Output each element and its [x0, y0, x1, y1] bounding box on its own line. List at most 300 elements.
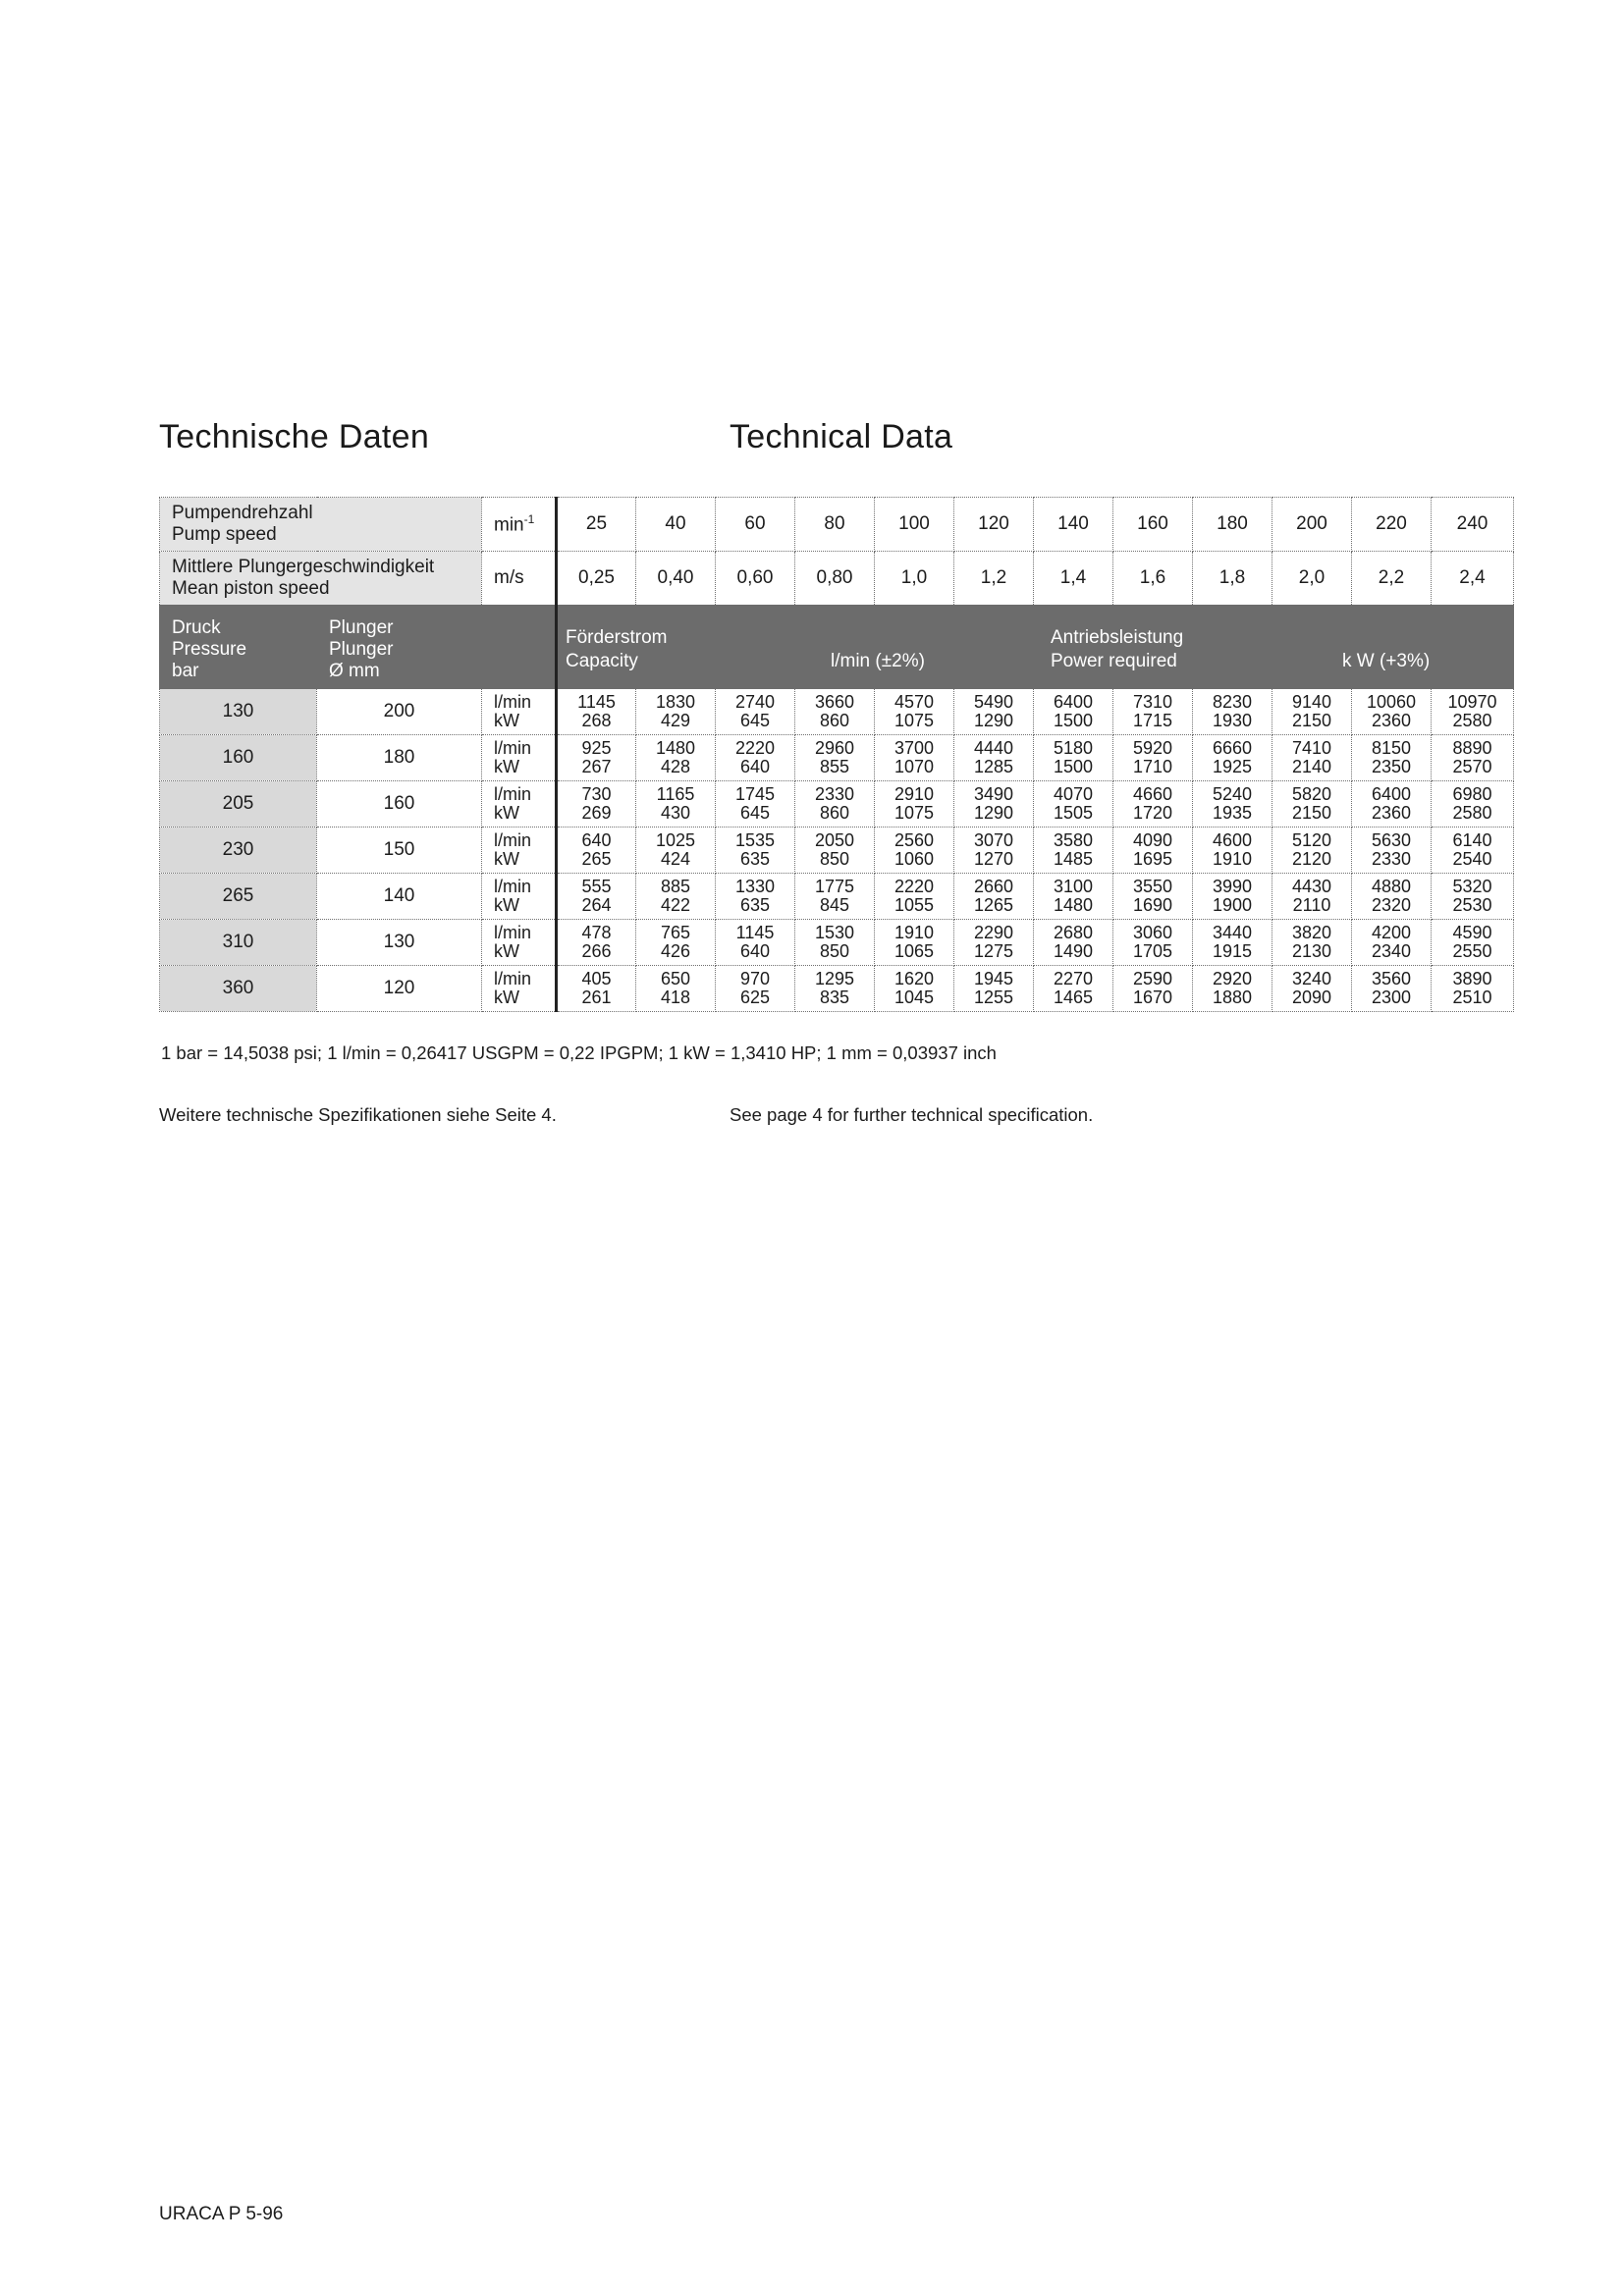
value-cell [1272, 735, 1352, 781]
value-cell [1113, 828, 1193, 874]
flow-value: 2330 [814, 784, 855, 805]
power-value: 2360 [1371, 803, 1412, 823]
value-cell [557, 966, 636, 1012]
power-value: 1690 [1132, 895, 1173, 915]
power-value: 645 [739, 711, 771, 730]
speed-value: 140 [1034, 498, 1113, 552]
flow-value: 3560 [1371, 969, 1412, 989]
flow-value: 1165 [656, 784, 695, 805]
flow-value: 1830 [655, 692, 696, 713]
flow-value: 6140 [1452, 830, 1492, 851]
power-value: 430 [660, 803, 691, 823]
power-value: 635 [739, 849, 771, 869]
flow-value: 2050 [814, 830, 855, 851]
flow-value: 3070 [973, 830, 1014, 851]
flow-value: 2590 [1132, 969, 1173, 989]
flow-value: 6660 [1212, 738, 1253, 759]
value-cell [1272, 874, 1352, 920]
piston-value: 0,40 [636, 552, 716, 606]
value-cell [1272, 781, 1352, 828]
power-value: 2300 [1371, 988, 1412, 1007]
flow-value: 970 [739, 969, 771, 989]
value-cell [716, 828, 795, 874]
power-value: 1270 [973, 849, 1014, 869]
flow-value: 3550 [1132, 877, 1173, 897]
flow-value: 5820 [1291, 784, 1332, 805]
unit-cell: l/min kW [482, 966, 557, 1012]
value-cell [1352, 781, 1432, 828]
unit-cell: l/min kW [482, 689, 557, 735]
plunger-cell: 160 [317, 781, 482, 828]
power-value: 1070 [893, 757, 935, 776]
flow-value: 1145 [735, 923, 775, 943]
value-cell [1034, 828, 1113, 874]
value-cell [1193, 689, 1272, 735]
power-value: 1935 [1212, 803, 1253, 823]
power-value: 1060 [893, 849, 935, 869]
power-value: 1710 [1132, 757, 1173, 776]
pump-speed-row [160, 498, 1514, 552]
power-value: 1485 [1053, 849, 1094, 869]
power-value: 1930 [1212, 711, 1253, 730]
power-value: 418 [660, 988, 691, 1007]
value-cell [1272, 920, 1352, 966]
flow-value: 925 [581, 738, 612, 759]
power-value: 2110 [1292, 895, 1331, 915]
flow-value: 5920 [1132, 738, 1173, 759]
flow-value: 4430 [1291, 877, 1332, 897]
value-cell [1113, 966, 1193, 1012]
value-cell [1193, 781, 1272, 828]
flow-value: 4090 [1132, 830, 1173, 851]
power-value: 269 [581, 803, 612, 823]
power-value: 640 [739, 757, 771, 776]
speed-value: 25 [557, 498, 636, 552]
power-value: 2330 [1371, 849, 1412, 869]
power-value: 422 [660, 895, 691, 915]
flow-value: 1145 [577, 692, 616, 713]
piston-value: 2,4 [1432, 552, 1514, 606]
plunger-cell: 150 [317, 828, 482, 874]
flow-value: 8890 [1452, 738, 1492, 759]
flow-value: 1295 [814, 969, 855, 989]
value-cell [716, 735, 795, 781]
power-value: 2140 [1291, 757, 1332, 776]
speed-value: 160 [1113, 498, 1193, 552]
power-value: 850 [819, 941, 850, 961]
power-value: 1480 [1053, 895, 1094, 915]
piston-speed-unit: m/s [482, 552, 557, 606]
flow-value: 765 [660, 923, 691, 943]
flow-value: 2220 [734, 738, 776, 759]
flow-value: 8230 [1212, 692, 1253, 713]
flow-value: 478 [581, 923, 612, 943]
power-value: 1275 [973, 941, 1014, 961]
value-cell [1352, 735, 1432, 781]
power-value: 845 [819, 895, 850, 915]
value-cell [636, 689, 716, 735]
pump-speed-label: Pumpendrehzahl Pump speed [160, 498, 482, 552]
value-cell [875, 689, 954, 735]
value-cell [1432, 874, 1514, 920]
power-value: 2120 [1291, 849, 1332, 869]
flow-value: 730 [581, 784, 612, 805]
piston-value: 1,2 [954, 552, 1034, 606]
value-cell [954, 920, 1034, 966]
value-cell [954, 689, 1034, 735]
power-value: 1500 [1053, 757, 1094, 776]
value-cell [875, 874, 954, 920]
value-cell [1432, 920, 1514, 966]
table-row [160, 781, 1514, 828]
flow-value: 4070 [1053, 784, 1094, 805]
power-value: 1925 [1212, 757, 1253, 776]
value-cell [636, 920, 716, 966]
value-cell [1113, 735, 1193, 781]
value-cell [875, 735, 954, 781]
power-value: 1695 [1132, 849, 1173, 869]
power-value: 1065 [893, 941, 935, 961]
value-cell [716, 689, 795, 735]
power-value: 2570 [1452, 757, 1492, 776]
plunger-header: Plunger Plunger Ø mm [317, 606, 482, 689]
power-value: 1285 [973, 757, 1014, 776]
flow-value: 2270 [1053, 969, 1094, 989]
flow-value: 3990 [1212, 877, 1253, 897]
flow-value: 1745 [734, 784, 776, 805]
power-value: 1255 [973, 988, 1014, 1007]
value-cell [795, 874, 875, 920]
value-cell [1272, 828, 1352, 874]
flow-value: 1330 [734, 877, 776, 897]
power-value: 2550 [1452, 941, 1492, 961]
piston-value: 1,6 [1113, 552, 1193, 606]
value-cell [795, 966, 875, 1012]
power-value: 424 [660, 849, 691, 869]
flow-value: 7410 [1291, 738, 1332, 759]
power-value: 2340 [1371, 941, 1412, 961]
value-cell [636, 781, 716, 828]
speed-value: 240 [1432, 498, 1514, 552]
value-cell [636, 966, 716, 1012]
flow-value: 5320 [1452, 877, 1492, 897]
power-value: 1290 [973, 711, 1014, 730]
pressure-cell: 230 [160, 828, 317, 874]
power-value: 1265 [973, 895, 1014, 915]
flow-value: 3100 [1053, 877, 1094, 897]
power-value: 266 [581, 941, 612, 961]
value-cell [1193, 828, 1272, 874]
flow-value: 555 [581, 877, 612, 897]
power-value: 1715 [1132, 711, 1173, 730]
power-value: 1465 [1053, 988, 1094, 1007]
value-cell [557, 735, 636, 781]
value-cell [1432, 966, 1514, 1012]
flow-value: 6980 [1452, 784, 1492, 805]
unit-cell: l/min kW [482, 781, 557, 828]
value-cell [716, 781, 795, 828]
value-cell [557, 874, 636, 920]
value-cell [1034, 781, 1113, 828]
power-value: 428 [660, 757, 691, 776]
value-cell [557, 781, 636, 828]
power-value: 265 [581, 849, 612, 869]
pump-speed-unit: $\min^{-1}$ [482, 498, 557, 552]
power-value: 1500 [1053, 711, 1094, 730]
title-german: Technische Daten [159, 418, 430, 455]
pressure-cell: 360 [160, 966, 317, 1012]
table-row [160, 874, 1514, 920]
value-cell [1432, 828, 1514, 874]
value-cell [1193, 920, 1272, 966]
power-value: 2360 [1371, 711, 1412, 730]
table-header [160, 606, 1514, 689]
pressure-header: Druck Pressure bar [160, 606, 317, 689]
flow-value: 2960 [814, 738, 855, 759]
flow-value: 3060 [1132, 923, 1173, 943]
value-cell [716, 920, 795, 966]
flow-value: 5630 [1371, 830, 1412, 851]
value-cell [875, 828, 954, 874]
piston-speed-row [160, 552, 1514, 606]
value-cell [1034, 920, 1113, 966]
value-cell [1193, 735, 1272, 781]
capacity-label-de: Förderstrom [566, 627, 668, 648]
flow-value: 4200 [1371, 923, 1412, 943]
pressure-cell: 205 [160, 781, 317, 828]
capacity-unit: l/min (±2%) [831, 651, 925, 671]
unit-header [482, 606, 557, 689]
speed-value: 60 [716, 498, 795, 552]
power-value: 426 [660, 941, 691, 961]
value-cell [954, 874, 1034, 920]
value-cell [636, 828, 716, 874]
unit-cell: l/min kW [482, 920, 557, 966]
value-cell [795, 828, 875, 874]
power-value: 850 [819, 849, 850, 869]
value-cell [1034, 966, 1113, 1012]
speed-value: 180 [1193, 498, 1272, 552]
flow-value: 6400 [1371, 784, 1412, 805]
unit-conversion-footnote: 1 bar = 14,5038 psi; 1 l/min = 0,26417 USGPM = 0,22 IPGPM; 1 kW = 1,3410 HP; 1 mm = 0,03937 inch [161, 1042, 997, 1063]
further-spec-note-english: See page 4 for further technical specification. [730, 1104, 1094, 1125]
power-value: 860 [819, 711, 850, 730]
flow-value: 5120 [1291, 830, 1332, 851]
plunger-cell: 120 [317, 966, 482, 1012]
flow-value: 5490 [973, 692, 1014, 713]
value-cell [954, 966, 1034, 1012]
flow-value: 2220 [893, 877, 935, 897]
value-cell [795, 920, 875, 966]
power-value: 1490 [1053, 941, 1094, 961]
value-cell [557, 828, 636, 874]
flow-value: 2910 [893, 784, 935, 805]
flow-value: 4660 [1132, 784, 1173, 805]
power-value: 2580 [1452, 711, 1492, 730]
power-value: 1910 [1212, 849, 1253, 869]
piston-value: 1,8 [1193, 552, 1272, 606]
value-cell [954, 781, 1034, 828]
value-cell [636, 874, 716, 920]
value-cell [1352, 828, 1432, 874]
unit-cell: l/min kW [482, 874, 557, 920]
value-cell [1113, 689, 1193, 735]
power-label-en: Power required [1051, 651, 1177, 671]
flow-value: 9140 [1291, 692, 1332, 713]
flow-value: 7310 [1132, 692, 1173, 713]
value-cell [954, 828, 1034, 874]
technical-data-table [159, 497, 1514, 1012]
flow-value: 5180 [1053, 738, 1094, 759]
flow-value: 3700 [893, 738, 935, 759]
value-cell [1352, 966, 1432, 1012]
piston-value: 0,25 [557, 552, 636, 606]
speed-value: 40 [636, 498, 716, 552]
value-cell [1034, 735, 1113, 781]
value-cell [875, 920, 954, 966]
power-value: 855 [819, 757, 850, 776]
flow-value: 1945 [973, 969, 1014, 989]
value-cell [1034, 874, 1113, 920]
flow-value: 2680 [1053, 923, 1094, 943]
value-cell [716, 874, 795, 920]
power-value: 1670 [1132, 988, 1173, 1007]
flow-value: 4600 [1212, 830, 1253, 851]
power-value: 1045 [893, 988, 935, 1007]
pressure-cell: 160 [160, 735, 317, 781]
value-cell [1432, 689, 1514, 735]
power-value: 264 [581, 895, 612, 915]
power-value: 1075 [893, 711, 935, 730]
table-row [160, 966, 1514, 1012]
flow-value: 1025 [655, 830, 696, 851]
flow-value: 650 [660, 969, 691, 989]
pressure-cell: 310 [160, 920, 317, 966]
power-value: 429 [660, 711, 691, 730]
power-value: 2530 [1452, 895, 1492, 915]
power-value: 640 [739, 941, 771, 961]
flow-value: 2290 [973, 923, 1014, 943]
power-value: 2320 [1371, 895, 1412, 915]
power-value: 2350 [1371, 757, 1412, 776]
piston-value: 2,2 [1352, 552, 1432, 606]
flow-value: 3490 [973, 784, 1014, 805]
flow-value: 3890 [1452, 969, 1492, 989]
piston-value: 1,4 [1034, 552, 1113, 606]
power-value: 2090 [1291, 988, 1332, 1007]
power-value: 2150 [1291, 711, 1332, 730]
value-cell [795, 735, 875, 781]
flow-value: 10060 [1366, 692, 1417, 713]
power-value: 635 [739, 895, 771, 915]
power-value: 860 [819, 803, 850, 823]
flow-value: 4440 [973, 738, 1014, 759]
flow-value: 1535 [734, 830, 776, 851]
table-row [160, 828, 1514, 874]
further-spec-note-german: Weitere technische Spezifikationen siehe Seite 4. [159, 1104, 557, 1125]
speed-value: 120 [954, 498, 1034, 552]
flow-value: 3240 [1291, 969, 1332, 989]
table-row [160, 689, 1514, 735]
flow-value: 405 [581, 969, 612, 989]
value-cell [1352, 920, 1432, 966]
table-body [160, 689, 1514, 1012]
title-english: Technical Data [730, 418, 953, 455]
flow-value: 2660 [973, 877, 1014, 897]
flow-value: 4880 [1371, 877, 1412, 897]
value-cell [795, 781, 875, 828]
piston-value: 0,80 [795, 552, 875, 606]
piston-value: 2,0 [1272, 552, 1352, 606]
power-value: 2580 [1452, 803, 1492, 823]
power-value: 261 [581, 988, 612, 1007]
power-value: 268 [581, 711, 612, 730]
power-value: 2510 [1452, 988, 1492, 1007]
model-name: URACA P 5-96 [159, 2204, 284, 2224]
power-value: 1290 [973, 803, 1014, 823]
power-label-de: Antriebsleistung [1051, 627, 1184, 648]
unit-cell: l/min kW [482, 828, 557, 874]
value-cell [716, 966, 795, 1012]
speed-value: 100 [875, 498, 954, 552]
value-cell [1352, 689, 1432, 735]
speed-value: 220 [1352, 498, 1432, 552]
speed-value: 200 [1272, 498, 1352, 552]
value-cell [557, 689, 636, 735]
power-value: 1720 [1132, 803, 1173, 823]
value-cell [1034, 689, 1113, 735]
value-cell [1432, 735, 1514, 781]
power-value: 835 [819, 988, 850, 1007]
pressure-cell: 265 [160, 874, 317, 920]
capacity-label-en: Capacity [566, 651, 638, 671]
flow-value: 4570 [893, 692, 935, 713]
flow-value: 6400 [1053, 692, 1094, 713]
flow-value: 3580 [1053, 830, 1094, 851]
value-cell [1113, 781, 1193, 828]
value-cell [875, 781, 954, 828]
power-unit: k W (+3%) [1342, 651, 1431, 671]
value-cell [1432, 781, 1514, 828]
flow-value: 1910 [893, 923, 935, 943]
power-value: 1055 [893, 895, 935, 915]
flow-value: 4590 [1452, 923, 1492, 943]
pressure-cell: 130 [160, 689, 317, 735]
value-cell [1272, 689, 1352, 735]
power-value: 625 [739, 988, 771, 1007]
flow-value: 1530 [814, 923, 855, 943]
capacity-power-header [557, 606, 1514, 689]
plunger-cell: 200 [317, 689, 482, 735]
flow-value: 3660 [814, 692, 855, 713]
value-cell [1193, 966, 1272, 1012]
flow-value: 10970 [1447, 692, 1497, 713]
value-cell [1113, 920, 1193, 966]
flow-value: 2740 [734, 692, 776, 713]
flow-value: 5240 [1212, 784, 1253, 805]
flow-value: 1620 [893, 969, 935, 989]
value-cell [1113, 874, 1193, 920]
power-value: 1075 [893, 803, 935, 823]
flow-value: 8150 [1371, 738, 1412, 759]
value-cell [1272, 966, 1352, 1012]
value-cell [557, 920, 636, 966]
value-cell [1193, 874, 1272, 920]
power-value: 1705 [1132, 941, 1173, 961]
flow-value: 640 [581, 830, 612, 851]
power-value: 267 [581, 757, 612, 776]
piston-value: 1,0 [875, 552, 954, 606]
